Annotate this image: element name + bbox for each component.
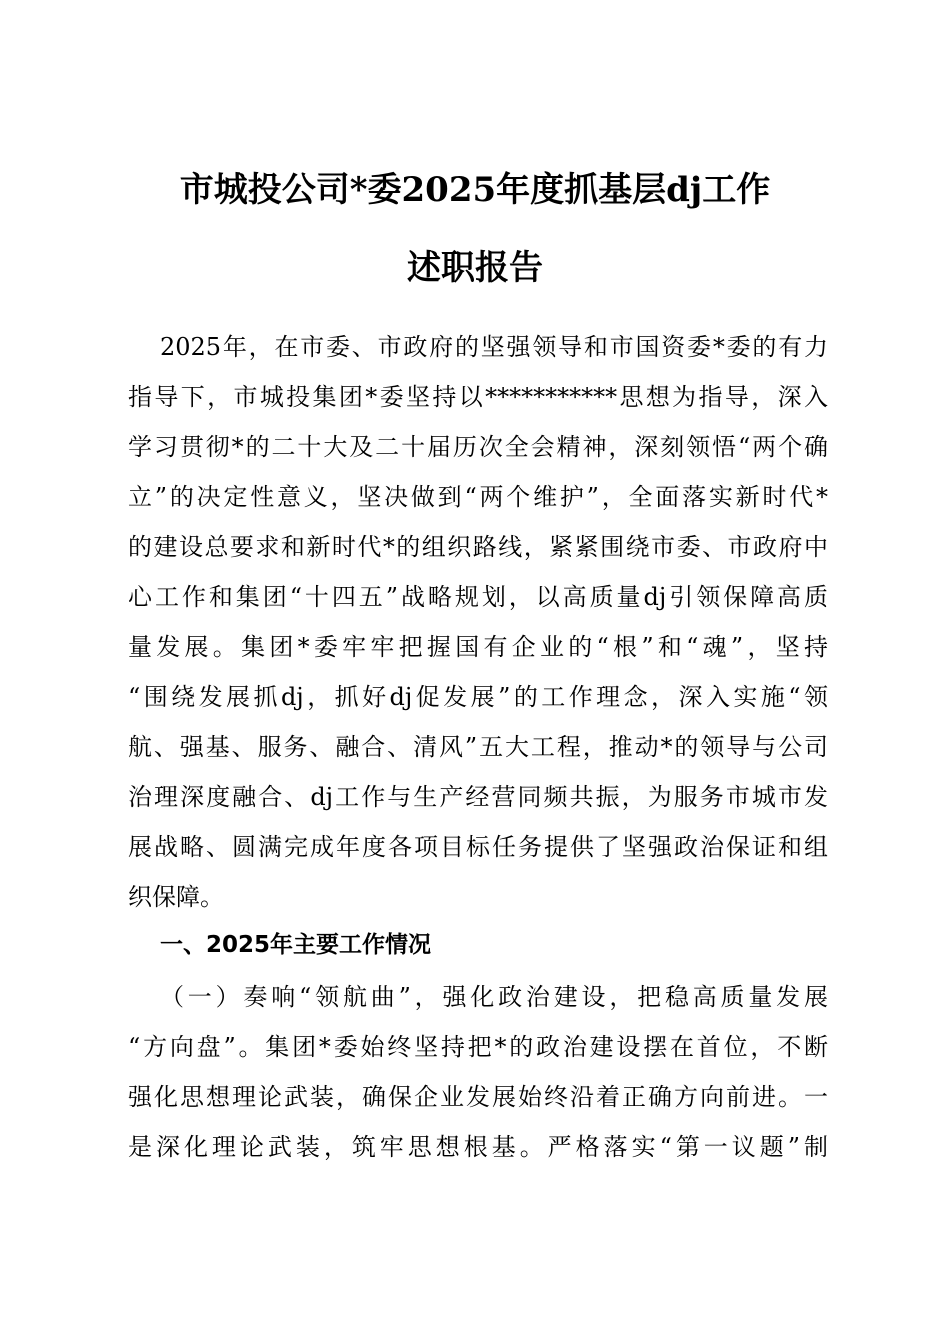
section-heading: 一、2025年主要工作情况: [160, 932, 432, 958]
paragraph-line: 治理深度融合、dj工作与生产经营同频共振，为服务市城市发: [128, 783, 828, 811]
paragraph-line: 展战略、圆满完成年度各项目标任务提供了坚强政治保证和组: [128, 833, 828, 861]
paragraph-line: 立”的决定性意义，坚决做到“两个维护”，全面落实新时代*: [128, 483, 828, 511]
paragraph-line: 织保障。: [128, 883, 224, 911]
paragraph-line: 的建设总要求和新时代*的组织路线，紧紧围绕市委、市政府中: [128, 533, 828, 561]
paragraph-line: 心工作和集团“十四五”战略规划，以高质量dj引领保障高质: [128, 583, 828, 611]
paragraph-line: “围绕发展抓dj，抓好dj促发展”的工作理念，深入实施“领: [128, 683, 828, 711]
document-title-line-1: 市城投公司*委2025年度抓基层dj工作: [179, 170, 771, 210]
paragraph-line: 强化思想理论武装，确保企业发展始终沿着正确方向前进。一: [128, 1083, 828, 1111]
document-title-line-2: 述职报告: [407, 248, 543, 288]
paragraph-line: 量发展。集团*委牢牢把握国有企业的“根”和“魂”，坚持: [128, 633, 828, 661]
paragraph-line: （一）奏响“领航曲”，强化政治建设，把稳高质量发展: [160, 983, 828, 1011]
paragraph-line: 2025年，在市委、市政府的坚强领导和市国资委*委的有力: [160, 333, 828, 361]
paragraph-line: “方向盘”。集团*委始终坚持把*的政治建设摆在首位，不断: [128, 1033, 828, 1061]
paragraph-line: 是深化理论武装，筑牢思想根基。严格落实“第一议题”制: [128, 1133, 828, 1161]
paragraph-line: 学习贯彻*的二十大及二十届历次全会精神，深刻领悟“两个确: [128, 433, 828, 461]
paragraph-line: 指导下，市城投集团*委坚持以***********思想为指导，深入: [128, 383, 828, 411]
paragraph-line: 航、强基、服务、融合、清风”五大工程，推动*的领导与公司: [128, 733, 828, 761]
